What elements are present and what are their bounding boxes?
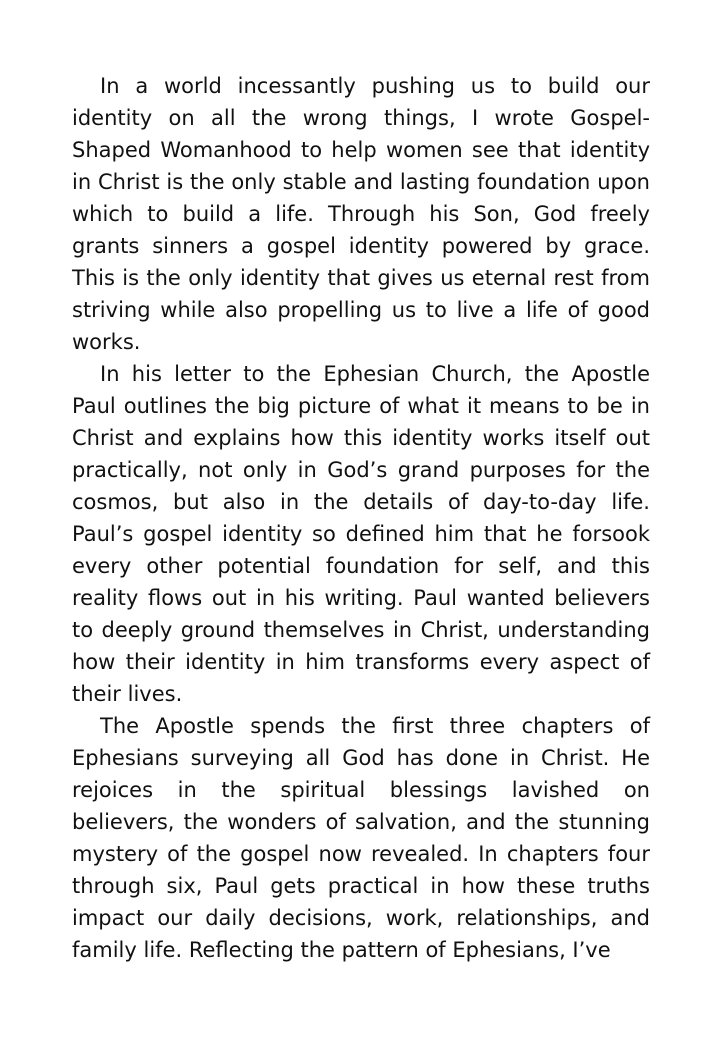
paragraph-2: In his letter to the Ephesian Church, the Apostle Paul outlines the big picture of what it means to be in Christ and explains how this identity works itself out practically, not only in God’s grand purposes for the cosmos, but also in the details of day-to-day life. Paul’s gospel identity so defined him that he forsook every other potential foundation for self, and this reality flows out in his writing. Paul wanted believers to deeply ground themselves in Christ, understanding how their identity in him transforms every aspect of their lives. <box>72 362 650 706</box>
paragraph-1: In a world incessantly pushing us to build our identity on all the wrong things, I wrote Gospel-Shaped Womanhood to help women see that identity in Christ is the only stable and lasting foundation upon which to build a life. Through his Son, God freely grants sinners a gospel identity powered by grace. This is the only identity that gives us eternal rest from striving while also propelling us to live a life of good works. <box>72 74 650 354</box>
page-body <box>72 70 650 966</box>
paragraph-3: The Apostle spends the first three chapters of Ephesians surveying all God has done in Christ. He rejoices in the spiritual blessings lavished on believers, the wonders of salvation, and the stunning mystery of the gospel now revealed. In chapters four through six, Paul gets practical in how these truths impact our daily decisions, work, relationships, and family life. Reflecting the pattern of Ephesians, I’ve <box>72 714 650 962</box>
